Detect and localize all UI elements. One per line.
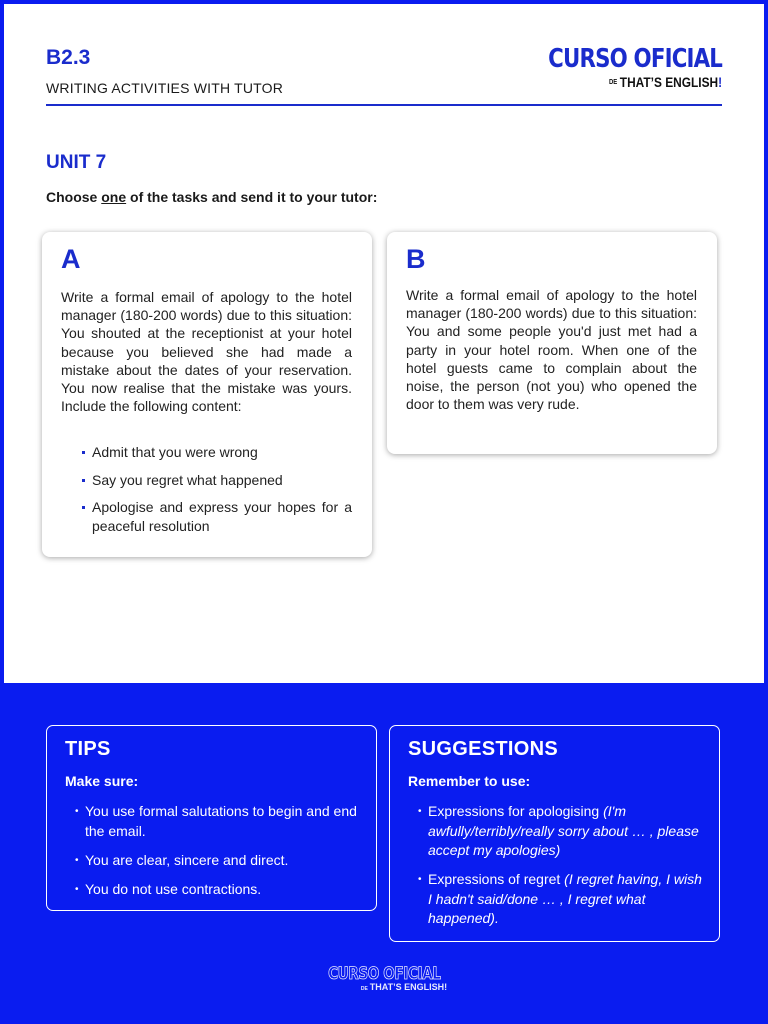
task-card-b	[387, 232, 717, 454]
brand-logo-exclamation: !	[718, 74, 722, 90]
task-b-text: Write a formal email of apology to the hotel manager (180-200 words) due to this situation: You and some people you'd just met had a party in your hotel room. When one of the hotel guests came to complain about the noise, the person (not you) who opened the door to them was very rude.	[406, 287, 697, 413]
task-letter-b: B	[406, 244, 426, 274]
list-item: Say you regret what happened	[80, 471, 352, 490]
list-item	[418, 802, 708, 861]
footer-logo-main: CURSO OFICIAL	[327, 964, 441, 984]
task-a-text: Write a formal email of apology to the hotel manager (180-200 words) due to this situation: You shouted at the receptionist at your hotel because you believed she had made a mistake about the dates of your reservation. You now realise that the mistake was yours. Include the following content:	[61, 289, 352, 415]
brand-logo-name: THAT’S ENGLISH	[619, 74, 719, 90]
brand-logo-main: CURSO OFICIAL	[548, 44, 722, 74]
suggestion-examples: (I'm awfully/terribly/really sorry about … , please accept my apologies)	[428, 803, 699, 858]
course-level: B2.3	[46, 46, 91, 69]
page-subtitle: WRITING ACTIVITIES WITH TUTOR	[46, 80, 284, 96]
instruction-before: Choose	[46, 189, 102, 205]
suggestions-list	[418, 802, 708, 938]
brand-logo-de: DE	[608, 79, 618, 87]
list-item: • You are clear, sincere and direct.	[75, 851, 365, 871]
suggestions-title: SUGGESTIONS	[408, 738, 558, 760]
suggestion-text: Expressions for apologising	[428, 803, 604, 819]
list-item: • You use formal salutations to begin and end the email.	[75, 802, 365, 841]
page-header	[46, 44, 722, 106]
tips-subtitle: Make sure:	[65, 773, 139, 789]
suggestion-examples: (I regret having, I wish I hadn't said/done … , I regret what happened).	[428, 871, 702, 926]
tips-box	[46, 725, 377, 911]
footer-logo	[0, 964, 768, 992]
instruction-after: of the tasks and send it to your tutor:	[126, 189, 378, 205]
list-item: Admit that you were wrong	[80, 443, 352, 462]
unit-title: UNIT 7	[46, 152, 107, 173]
task-a-content-list	[80, 443, 352, 544]
tips-list	[75, 802, 365, 909]
footer-logo-de: DE	[360, 986, 368, 992]
suggestions-subtitle: Remember to use:	[408, 773, 531, 789]
list-item	[418, 870, 708, 929]
task-letter-a: A	[61, 244, 81, 274]
suggestions-box	[389, 725, 720, 942]
instruction-underlined: one	[101, 189, 127, 205]
brand-logo-sub	[542, 74, 722, 91]
tips-title: TIPS	[65, 738, 111, 760]
suggestion-text: Expressions of regret	[428, 871, 565, 887]
brand-logo	[510, 44, 722, 91]
footer-logo-name: THAT’S ENGLISH!	[369, 982, 448, 992]
list-item: Apologise and express your hopes for a peaceful resolution	[80, 498, 352, 535]
list-item: • You do not use contractions.	[75, 880, 365, 900]
instruction	[46, 189, 377, 205]
task-card-a	[42, 232, 372, 557]
